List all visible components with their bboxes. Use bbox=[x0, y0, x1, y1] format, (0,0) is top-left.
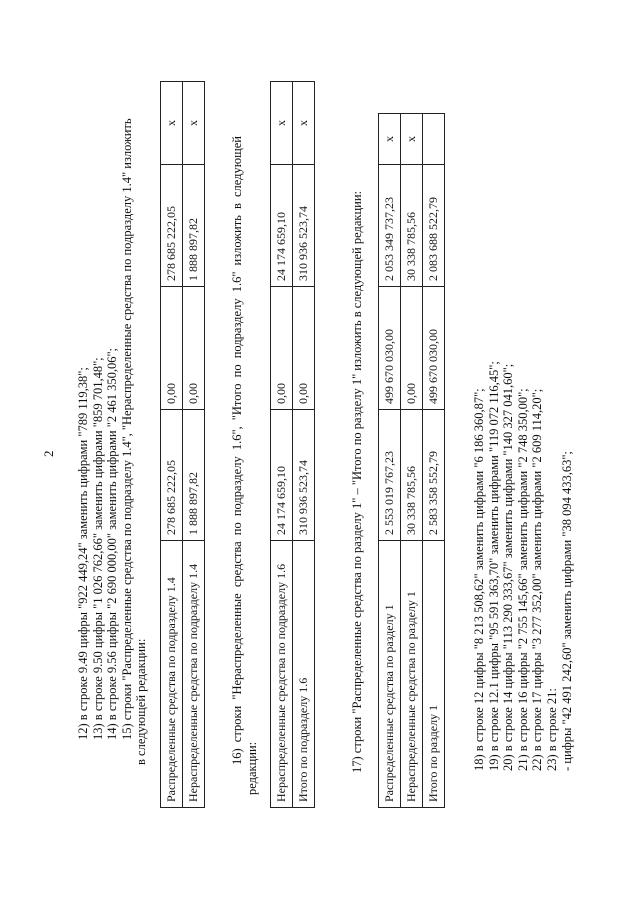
list-item: 18) в строке 12 цифры "8 213 508,62" заменить цифрами "6 186 360,87"; bbox=[472, 388, 486, 771]
table-row bbox=[183, 82, 205, 808]
cell-value: 499 670 030,00 bbox=[423, 287, 445, 410]
table-row bbox=[161, 82, 183, 808]
amendment-list-bottom bbox=[472, 361, 574, 793]
table-subsection-1-4 bbox=[160, 81, 205, 808]
cell-value: 24 174 659,10 bbox=[271, 165, 293, 287]
cell-mark: x bbox=[401, 114, 423, 165]
table-row bbox=[401, 114, 423, 808]
table-row bbox=[293, 82, 315, 808]
cell-value: 310 936 523,74 bbox=[293, 410, 315, 541]
list-item: - цифры "42 491 242,60" заменить цифрами "38 094 433,63"; bbox=[559, 451, 574, 771]
cell-value: 1 888 897,82 bbox=[183, 410, 205, 541]
row-label: Итого по разделу 1 bbox=[423, 541, 445, 808]
list-item: 14) в строке 9.56 цифры "2 690 000,00" заменить цифрами "2 461 350,06"; bbox=[105, 347, 120, 740]
cell-mark: x bbox=[293, 82, 315, 165]
cell-mark bbox=[423, 114, 445, 165]
page-number: 2 bbox=[41, 450, 56, 457]
cell-value: 2 553 019 767,23 bbox=[379, 410, 401, 541]
paragraph-16 bbox=[230, 136, 259, 795]
cell-value: 310 936 523,74 bbox=[293, 165, 315, 287]
cell-mark: x bbox=[183, 82, 205, 165]
list-item-continuation: в следующей редакции: bbox=[134, 638, 149, 765]
row-label: Распределенные средства по подразделу 1.4 bbox=[161, 541, 183, 808]
cell-value: 0,00 bbox=[293, 287, 315, 410]
row-label: Распределенные средства по разделу 1 bbox=[379, 541, 401, 808]
list-item: 19) в строке 12.1 цифры "95 591 363,70" заменить цифрами "119 072 116,45"; bbox=[486, 361, 501, 771]
row-label: Нераспределенные средства по подразделу 1.4 bbox=[183, 541, 205, 808]
table-row bbox=[423, 114, 445, 808]
paragraph-16-line: редакции: bbox=[244, 741, 259, 795]
list-item: 12) в строке 9.49 цифры "922 449,24" заменить цифрами "789 119,38"; bbox=[76, 367, 90, 740]
cell-value: 24 174 659,10 bbox=[271, 410, 293, 541]
cell-value: 2 583 358 552,79 bbox=[423, 410, 445, 541]
list-item: 23) в строке 21: bbox=[544, 688, 559, 771]
row-label: Нераспределенные средства по подразделу 1.6 bbox=[271, 541, 293, 808]
list-item: 22) в строке 17 цифры "3 277 352,00" заменить цифрами "2 609 114,20"; bbox=[530, 388, 545, 771]
row-label: Нераспределенные средства по разделу 1 bbox=[401, 541, 423, 808]
cell-value: 1 888 897,82 bbox=[183, 165, 205, 287]
list-item: 13) в строке 9.50 цифры "1 026 762,66" заменить цифрами "859 701,48"; bbox=[90, 357, 105, 740]
row-label: Итого по подразделу 1.6 bbox=[293, 541, 315, 808]
table-subsection-1-6 bbox=[270, 81, 315, 808]
cell-mark: x bbox=[379, 114, 401, 165]
list-item: 20) в строке 14 цифры "113 290 333,67" заменить цифрами "140 327 041,60"; bbox=[501, 363, 516, 771]
cell-mark: x bbox=[271, 82, 293, 165]
paragraph-16-line: 16) строки "Нераспределенные средства по подразделу 1.6", "Итого по подразделу 1.6" изложить в следующей bbox=[230, 136, 244, 765]
table-row bbox=[379, 114, 401, 808]
list-item: 15) строки "Распределенные средства по подразделу 1.4", "Нераспределенные средства по подразделу 1.4" изложить bbox=[119, 118, 134, 740]
table-section-1 bbox=[378, 113, 445, 808]
cell-mark: x bbox=[161, 82, 183, 165]
cell-value: 278 685 222,05 bbox=[161, 165, 183, 287]
list-item: 21) в строке 16 цифры "2 755 145,66" заменить цифрами "2 748 350,00"; bbox=[515, 388, 530, 771]
cell-value: 0,00 bbox=[161, 287, 183, 410]
cell-value: 0,00 bbox=[401, 287, 423, 410]
cell-value: 278 685 222,05 bbox=[161, 410, 183, 541]
amendment-list-top bbox=[76, 118, 149, 765]
cell-value: 30 338 785,56 bbox=[401, 410, 423, 541]
cell-value: 2 053 349 737,23 bbox=[379, 165, 401, 287]
cell-value: 0,00 bbox=[183, 287, 205, 410]
cell-value: 2 083 688 522,79 bbox=[423, 165, 445, 287]
paragraph-17: 17) строки "Распределенные средства по разделу 1" – "Итого по разделу 1" изложить в следующей редакции: bbox=[350, 190, 364, 773]
table-row bbox=[271, 82, 293, 808]
cell-value: 499 670 030,00 bbox=[379, 287, 401, 410]
cell-value: 30 338 785,56 bbox=[401, 165, 423, 287]
cell-value: 0,00 bbox=[271, 287, 293, 410]
